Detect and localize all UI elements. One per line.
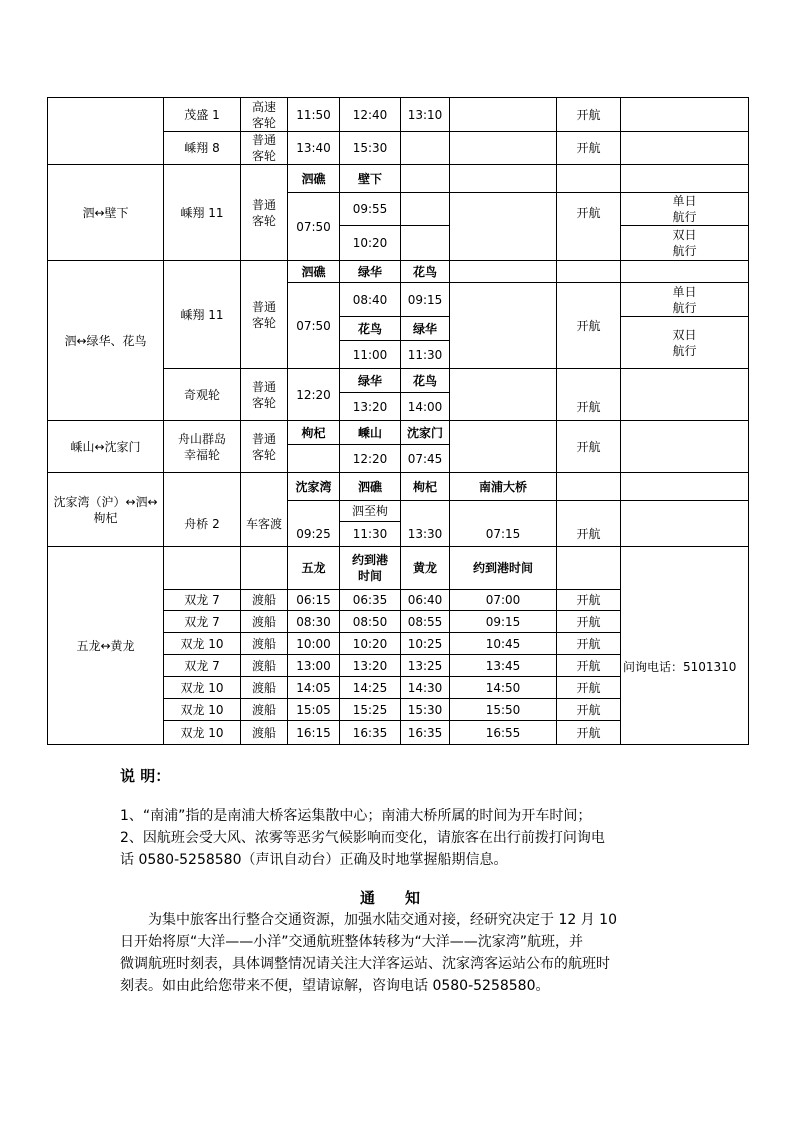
time-cell: 07:45 [407, 451, 443, 466]
status-cell: 开航 [576, 141, 601, 155]
ship-name: 舟桥 2 [184, 516, 220, 531]
ship-type: 普通 客轮 [251, 197, 276, 228]
time-cell: 13:00 [296, 658, 331, 673]
time-cell: 10:45 [485, 636, 521, 651]
time-cell: 09:15 [485, 614, 521, 629]
time-cell: 11:00 [352, 347, 388, 362]
ship-type: 车客渡 [245, 516, 282, 531]
status-cell: 开航 [576, 439, 601, 454]
notice-line-4: 刻表。如由此给您带来不便，望请谅解，咨询电话 0580-5258580。 [120, 978, 550, 994]
status-cell: 开航 [576, 614, 601, 629]
ship-name: 双龙 10 [180, 725, 224, 740]
notice-line-3: 微调航班时刻表，具体调整情况请关注大洋客运站、沈家湾客运站公布的航班时 [120, 956, 610, 972]
time-cell: 13:40 [296, 141, 331, 155]
time-cell: 07:00 [485, 593, 521, 607]
phone-info: 问询电话：5101310 [623, 660, 737, 674]
ship-name: 舟山群岛 幸福轮 [177, 431, 226, 462]
notes-section [0, 760, 793, 1122]
port-header: 约到港时间 [472, 561, 533, 575]
time-cell: 08:55 [407, 614, 443, 629]
time-cell: 09:15 [407, 292, 443, 307]
route-name: 泗↔壁下 [82, 205, 129, 220]
time-cell: 08:30 [296, 614, 331, 629]
port-header: 沈家湾 [295, 479, 332, 494]
time-cell: 15:25 [352, 702, 388, 717]
note-1: 1、“南浦”指的是南浦大桥客运集散中心；南浦大桥所属的时间为开车时间； [120, 808, 592, 824]
port-header: 嵊山 [357, 425, 382, 440]
status-cell: 开航 [576, 725, 601, 740]
time-cell: 14:25 [352, 680, 388, 695]
status-cell: 开航 [576, 680, 601, 695]
time-cell: 15:05 [296, 702, 331, 717]
ship-type: 渡船 [251, 680, 276, 695]
route-name: 五龙↔黄龙 [76, 638, 135, 653]
time-cell: 12:20 [296, 387, 331, 402]
port-header: 枸杞 [301, 425, 326, 440]
grid-line [620, 420, 621, 547]
time-cell: 07:50 [296, 219, 331, 234]
schedule-note: 双日 航行 [672, 327, 697, 358]
ship-type: 渡船 [251, 725, 276, 740]
notice-title: 通 知 [360, 889, 421, 907]
grid-line [47, 744, 749, 745]
port-header: 泗礁 [357, 479, 382, 494]
time-cell: 13:25 [407, 658, 443, 673]
ship-type: 渡船 [251, 636, 276, 651]
time-cell: 11:30 [407, 347, 443, 362]
time-cell: 10:25 [407, 636, 443, 651]
ship-name: 嵊翔 8 [184, 141, 220, 155]
grid-line [400, 164, 401, 261]
status-cell: 开航 [576, 593, 601, 607]
port-header: 花鸟 [412, 373, 437, 388]
sub-label: 泗至枸 [351, 504, 388, 518]
ship-type: 普通 客轮 [251, 133, 276, 163]
status-cell: 开航 [576, 527, 601, 541]
status-cell: 开航 [576, 702, 601, 717]
schedule-note: 单日 航行 [672, 194, 697, 224]
time-cell: 13:45 [485, 658, 521, 673]
time-cell: 11:50 [296, 107, 331, 122]
time-cell: 07:50 [296, 318, 331, 333]
ship-name: 双龙 7 [184, 593, 220, 607]
route-name: 泗↔绿华、花鸟 [64, 333, 147, 348]
status-cell: 开航 [576, 636, 601, 651]
port-header: 泗礁 [301, 171, 326, 186]
ship-type: 渡船 [251, 658, 276, 673]
time-cell: 07:15 [485, 527, 521, 541]
time-cell: 16:55 [485, 725, 521, 740]
time-cell: 12:40 [352, 107, 388, 122]
route-name: 沈家湾（沪）↔泗↔ 枸杞 [53, 494, 158, 525]
status-cell: 开航 [576, 658, 601, 673]
ship-name: 双龙 7 [184, 658, 220, 673]
ship-name: 双龙 10 [180, 702, 224, 717]
port-header: 五龙 [301, 561, 326, 575]
ship-type: 普通 客轮 [251, 379, 276, 410]
time-cell: 13:30 [407, 527, 443, 541]
ship-name: 双龙 7 [184, 614, 220, 629]
time-cell: 14:00 [407, 399, 443, 414]
ship-name: 奇观轮 [183, 387, 220, 402]
ship-type: 渡船 [251, 614, 276, 629]
time-cell: 15:30 [407, 702, 443, 717]
port-header: 绿华 [357, 373, 382, 388]
time-cell: 14:50 [485, 680, 521, 695]
time-cell: 09:25 [296, 527, 331, 541]
time-cell: 06:35 [352, 593, 388, 607]
ship-name: 嵊翔 11 [180, 307, 224, 322]
time-cell: 09:55 [352, 202, 388, 216]
port-header: 沈家门 [406, 425, 443, 440]
route-name: 嵊山↔沈家门 [70, 439, 141, 454]
port-header: 花鸟 [357, 321, 382, 336]
time-cell: 16:35 [352, 725, 388, 740]
port-header: 花鸟 [412, 264, 437, 279]
time-cell: 15:30 [352, 141, 388, 155]
time-cell: 12:20 [352, 451, 388, 466]
port-header: 绿华 [357, 264, 382, 279]
port-header: 约到港 时间 [351, 553, 388, 583]
time-cell: 16:15 [296, 725, 331, 740]
port-header: 枸杞 [412, 479, 437, 494]
notice-line-2: 日开始将原“大洋——小洋”交通航班整体转移为“大洋——沈家湾”航班，并 [120, 934, 584, 950]
time-cell: 11:30 [352, 527, 388, 541]
ship-type: 普通 客轮 [251, 431, 276, 462]
ship-name: 双龙 10 [180, 636, 224, 651]
port-header: 黄龙 [412, 561, 437, 575]
status-cell: 开航 [576, 318, 601, 333]
ship-name: 茂盛 1 [184, 107, 220, 122]
time-cell: 13:20 [352, 658, 388, 673]
port-header: 壁下 [357, 171, 382, 186]
schedule-note: 双日 航行 [672, 228, 697, 258]
status-cell: 开航 [576, 107, 601, 122]
ship-type: 普通 客轮 [251, 299, 276, 330]
status-cell: 开航 [576, 205, 601, 220]
time-cell: 13:10 [407, 107, 443, 122]
time-cell: 08:50 [352, 614, 388, 629]
time-cell: 15:50 [485, 702, 521, 717]
ship-type: 渡船 [251, 702, 276, 717]
time-cell: 14:30 [407, 680, 443, 695]
schedule-note: 单日 航行 [672, 284, 697, 315]
status-cell: 开航 [576, 399, 601, 414]
time-cell: 08:40 [352, 292, 388, 307]
note-2-line-1: 2、因航班会受大风、浓雾等恶劣气候影响而变化，请旅客在出行前拨打问询电 [120, 830, 605, 846]
port-header: 绿华 [412, 321, 437, 336]
grid-line [620, 97, 621, 165]
notice-line-1: 为集中旅客出行整合交通资源，加强水陆交通对接，经研究决定于 12 月 10 [148, 912, 617, 928]
time-cell: 10:20 [352, 636, 388, 651]
notes-title: 说 明： [120, 767, 171, 785]
ship-name: 双龙 10 [180, 680, 224, 695]
port-header: 南浦大桥 [478, 479, 527, 494]
port-header: 泗礁 [301, 264, 326, 279]
time-cell: 10:20 [352, 236, 388, 250]
ship-type: 高速 客轮 [251, 99, 276, 130]
time-cell: 06:15 [296, 593, 331, 607]
time-cell: 06:40 [407, 593, 443, 607]
ship-name: 嵊翔 11 [180, 205, 224, 220]
ship-type: 渡船 [251, 593, 276, 607]
time-cell: 16:35 [407, 725, 443, 740]
note-2-line-2: 话 0580-5258580（声讯自动台）正确及时地掌握船期信息。 [120, 852, 508, 868]
time-cell: 13:20 [352, 399, 388, 414]
time-cell: 14:05 [296, 680, 331, 695]
time-cell: 10:00 [296, 636, 331, 651]
